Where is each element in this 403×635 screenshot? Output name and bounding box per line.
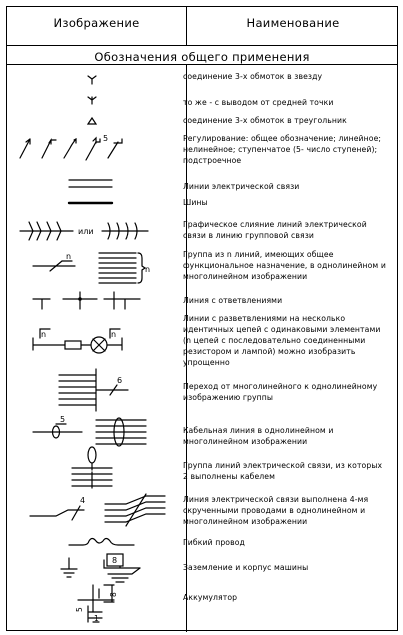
row-star-neutral-text: то же - с выводом от средней точки	[183, 98, 334, 107]
eight-label: 8	[112, 556, 118, 565]
ground-icon	[61, 558, 77, 577]
twisted-wires-icon	[30, 494, 165, 526]
five-label: 5	[60, 415, 66, 424]
row-merge-text: Графическое слияние линий электрической связи в линию групповой связи	[183, 220, 367, 240]
n-label-multi: n	[145, 265, 151, 274]
row-delta-text: соединение 3-х обмоток в треугольник	[183, 116, 347, 125]
row-cable-group-text: Группа линий электрической связи, из которых 2 выполнены кабелем	[183, 461, 383, 481]
dim-eight-label: 8	[109, 592, 118, 597]
delta-connection-icon	[88, 118, 96, 124]
machine-body-ground-icon	[104, 554, 140, 582]
flexible-wire-icon	[69, 539, 134, 546]
section-title: Обозначения общего применения	[94, 50, 310, 64]
row-cable-text: Кабельная линия в однолинейном и многолинейном изображении	[183, 426, 334, 446]
star-connection-icon	[88, 76, 96, 84]
identical-circuits-icon	[33, 329, 122, 353]
cable-line-icon	[33, 415, 146, 446]
row-battery-text: Аккумулятор	[183, 593, 238, 602]
row-group-n-text: Группа из n линий, имеющих общее функциональное назначение, в однолинейном и многолинейном изображении	[183, 250, 386, 281]
row-ground-text: Заземление и корпус машины	[183, 563, 309, 572]
merge-lines-icon	[20, 222, 148, 240]
row-lines-text: Линии электрической связи	[183, 182, 300, 191]
n-label-right: n	[111, 330, 117, 339]
row-transition-text: Переход от многолинейного к однолинейному изображению группы	[183, 382, 378, 402]
six-label: 6	[117, 376, 123, 385]
group-transition-icon	[59, 369, 128, 411]
cable-group-icon	[72, 447, 112, 488]
steps-label: 5	[103, 134, 109, 143]
n-label-left: n	[41, 330, 47, 339]
dim-one-label: 1	[94, 614, 99, 623]
four-label: 4	[80, 496, 86, 505]
row-regulation-text: Регулирование: общее обозначение; линейное; нелинейное; ступенчатое (5- число ступеней); подстроечное	[183, 134, 382, 165]
column-header-name: Наименование	[246, 16, 340, 30]
row-buses-text: Шины	[183, 198, 208, 207]
row-twisted-text: Линия электрической связи выполнена 4-мя скрученными проводами в однолинейном и многолинейном изображении	[183, 495, 369, 526]
line-branches-icon	[33, 292, 140, 309]
row-star-text: соединение 3-х обмоток в звезду	[183, 72, 323, 81]
or-label: или	[78, 227, 94, 236]
group-n-lines-icon	[33, 252, 150, 283]
accumulator-icon	[75, 585, 118, 623]
n-label-single: n	[66, 252, 72, 261]
row-branches-text: Линия с ответвлениями	[183, 296, 283, 305]
star-neutral-connection-icon	[88, 97, 96, 104]
row-identical-circuits-text: Линии с разветвлениями на несколько идентичных цепей с одинаковыми элементами (n цепей с последовательно соединенными резистором и лампой) можно изобразить упрощенно	[183, 314, 381, 367]
column-header-image: Изображение	[53, 16, 140, 30]
lines-icon	[69, 180, 112, 187]
row-flexible-text: Гибкий провод	[183, 538, 245, 547]
dim-five-label: 5	[75, 607, 84, 612]
regulation-symbols-icon	[20, 134, 122, 160]
